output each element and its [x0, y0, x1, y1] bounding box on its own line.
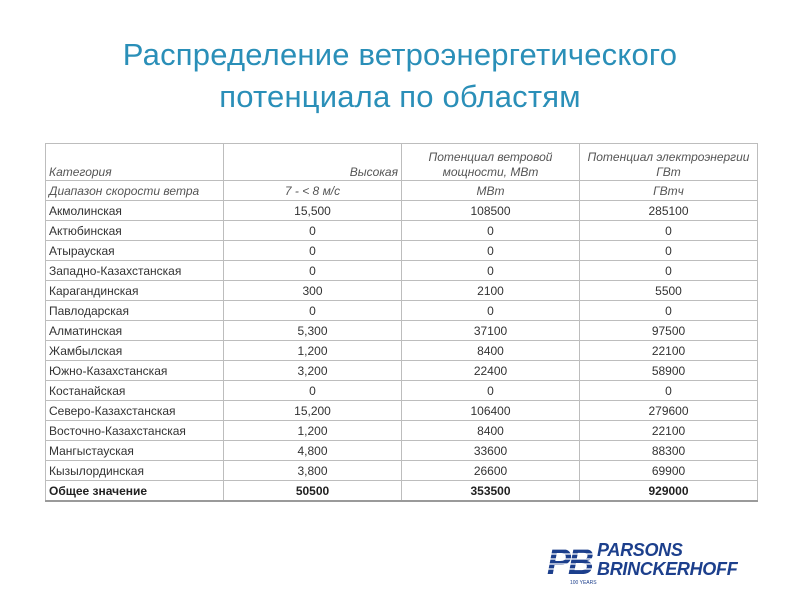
power-cell: 8400	[402, 421, 580, 441]
table-row	[46, 221, 758, 241]
table-row	[46, 461, 758, 481]
table-subheader-row	[46, 181, 758, 201]
region-cell: Восточно-Казахстанская	[46, 421, 224, 441]
subheader-range-value: 7 - < 8 м/с	[224, 181, 402, 201]
high-cell: 5,300	[224, 321, 402, 341]
total-label: Общее значение	[46, 481, 224, 502]
logo-line-2: BRINCKERHOFF	[597, 559, 738, 579]
energy-cell: 22100	[580, 421, 758, 441]
power-cell: 0	[402, 221, 580, 241]
table-row	[46, 301, 758, 321]
energy-cell: 0	[580, 241, 758, 261]
region-cell: Алматинская	[46, 321, 224, 341]
logo-wordmark	[597, 541, 737, 579]
title-line-1: Распределение ветроэнергетического	[122, 37, 678, 72]
region-cell: Южно-Казахстанская	[46, 361, 224, 381]
high-cell: 1,200	[224, 421, 402, 441]
power-cell: 0	[402, 301, 580, 321]
energy-cell: 88300	[580, 441, 758, 461]
table-row	[46, 421, 758, 441]
table-row	[46, 381, 758, 401]
wind-potential-table	[45, 143, 758, 502]
power-cell: 106400	[402, 401, 580, 421]
energy-cell: 0	[580, 381, 758, 401]
table-row	[46, 201, 758, 221]
high-cell: 0	[224, 301, 402, 321]
page-title	[0, 34, 800, 118]
high-cell: 0	[224, 221, 402, 241]
total-energy: 929000	[580, 481, 758, 502]
region-cell: Кызылординская	[46, 461, 224, 481]
high-cell: 0	[224, 261, 402, 281]
energy-cell: 69900	[580, 461, 758, 481]
energy-cell: 0	[580, 301, 758, 321]
power-cell: 0	[402, 261, 580, 281]
energy-cell: 279600	[580, 401, 758, 421]
table-row	[46, 241, 758, 261]
region-cell: Мангыстауская	[46, 441, 224, 461]
high-cell: 0	[224, 381, 402, 401]
high-cell: 0	[224, 241, 402, 261]
header-category: Категория	[46, 144, 224, 181]
power-cell: 0	[402, 241, 580, 261]
energy-cell: 285100	[580, 201, 758, 221]
table-total-row	[46, 481, 758, 502]
total-high: 50500	[224, 481, 402, 502]
energy-cell: 0	[580, 221, 758, 241]
energy-cell: 58900	[580, 361, 758, 381]
region-cell: Акмолинская	[46, 201, 224, 221]
region-cell: Актюбинская	[46, 221, 224, 241]
high-cell: 3,200	[224, 361, 402, 381]
power-cell: 0	[402, 381, 580, 401]
power-cell: 8400	[402, 341, 580, 361]
header-electricity: Потенциал электроэнергии ГВт	[580, 144, 758, 181]
pb-logo-icon	[547, 540, 597, 586]
table-row	[46, 401, 758, 421]
energy-cell: 97500	[580, 321, 758, 341]
total-power: 353500	[402, 481, 580, 502]
table-row	[46, 361, 758, 381]
high-cell: 4,800	[224, 441, 402, 461]
high-cell: 1,200	[224, 341, 402, 361]
title-line-2: потенциала по областям	[219, 79, 581, 114]
header-high: Высокая	[224, 144, 402, 181]
table-row	[46, 261, 758, 281]
power-cell: 37100	[402, 321, 580, 341]
high-cell: 15,200	[224, 401, 402, 421]
energy-cell: 5500	[580, 281, 758, 301]
high-cell: 300	[224, 281, 402, 301]
header-wind-power: Потенциал ветровой мощности, МВт	[402, 144, 580, 181]
energy-cell: 22100	[580, 341, 758, 361]
region-cell: Павлодарская	[46, 301, 224, 321]
table-row	[46, 441, 758, 461]
table-row	[46, 341, 758, 361]
logo-tagline: 100 YEARS	[570, 580, 597, 586]
power-cell: 22400	[402, 361, 580, 381]
power-cell: 33600	[402, 441, 580, 461]
power-cell: 108500	[402, 201, 580, 221]
region-cell: Западно-Казахстанская	[46, 261, 224, 281]
logo-line-1: PARSONS	[597, 540, 683, 560]
region-cell: Жамбылская	[46, 341, 224, 361]
region-cell: Костанайская	[46, 381, 224, 401]
pb-mark-letters: PB	[547, 541, 592, 582]
power-cell: 26600	[402, 461, 580, 481]
table-header-row	[46, 144, 758, 181]
table-row	[46, 281, 758, 301]
power-cell: 2100	[402, 281, 580, 301]
high-cell: 15,500	[224, 201, 402, 221]
region-cell: Карагандинская	[46, 281, 224, 301]
region-cell: Атырауская	[46, 241, 224, 261]
high-cell: 3,800	[224, 461, 402, 481]
subheader-unit-energy: ГВтч	[580, 181, 758, 201]
energy-cell: 0	[580, 261, 758, 281]
parsons-brinckerhoff-logo	[547, 540, 747, 586]
region-cell: Северо-Казахстанская	[46, 401, 224, 421]
table-row	[46, 321, 758, 341]
subheader-range-label: Диапазон скорости ветра	[46, 181, 224, 201]
subheader-unit-power: МВт	[402, 181, 580, 201]
